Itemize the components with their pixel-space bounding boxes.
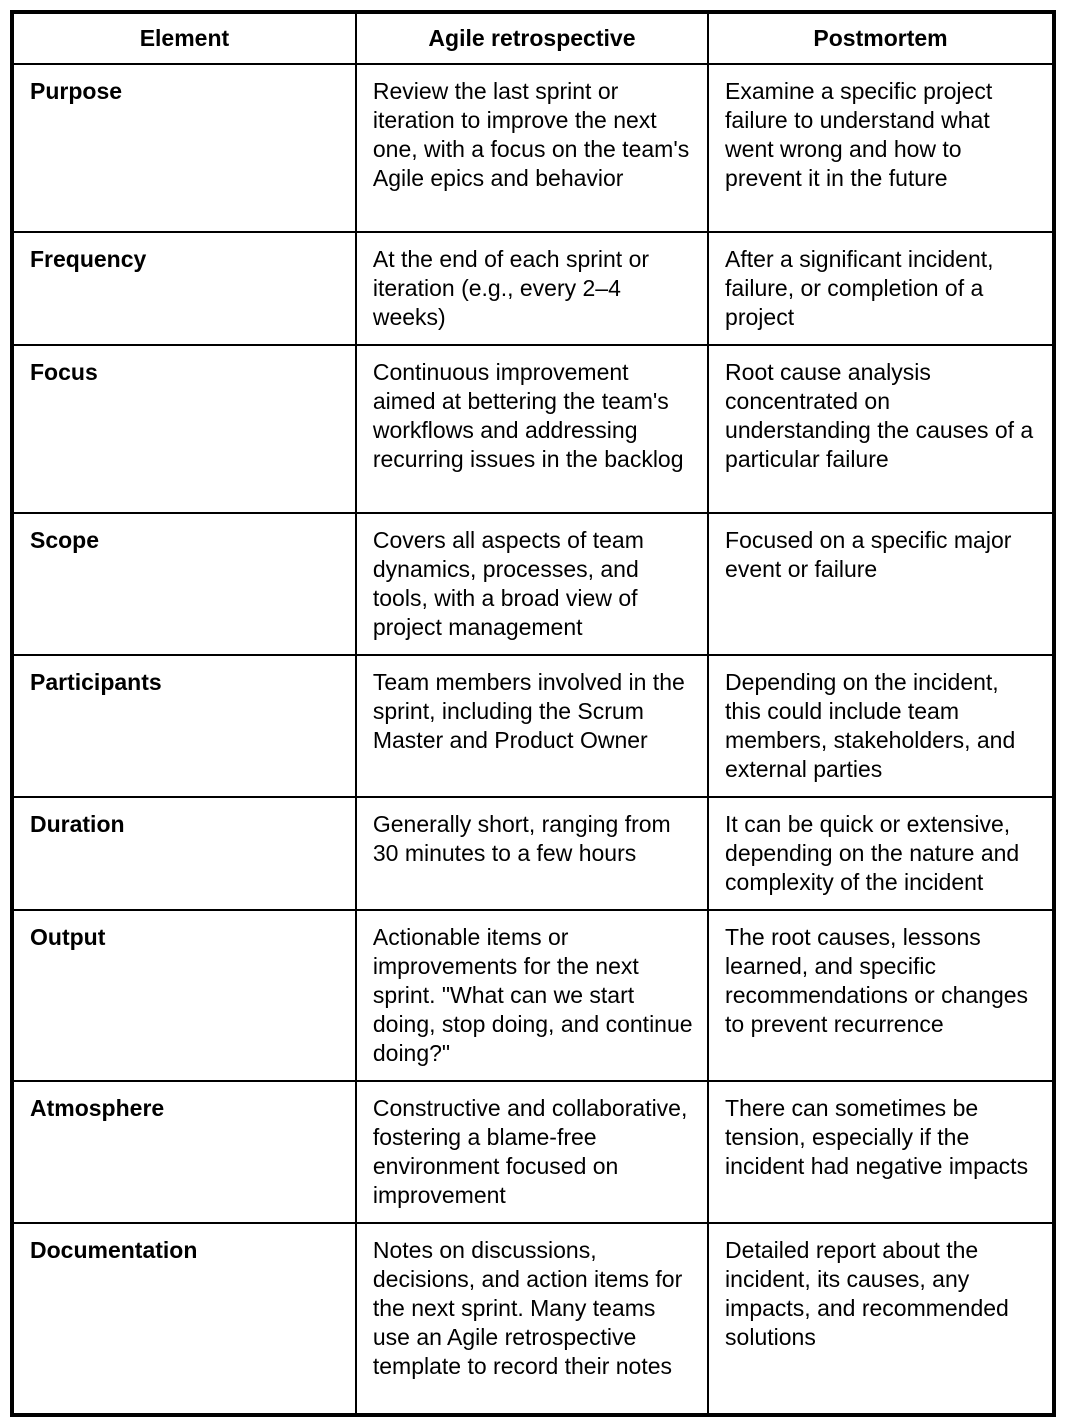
postmortem-cell: Depending on the incident, this could include team members, stakeholders, and external parties bbox=[708, 655, 1054, 797]
table-row bbox=[12, 655, 1054, 797]
element-cell: Scope bbox=[12, 513, 356, 655]
table-row bbox=[12, 1081, 1054, 1223]
postmortem-cell: Examine a specific project failure to understand what went wrong and how to prevent it in the future bbox=[708, 64, 1054, 232]
agile-cell: Notes on discussions, decisions, and action items for the next sprint. Many teams use an Agile retrospective template to record their notes bbox=[356, 1223, 708, 1415]
element-cell: Frequency bbox=[12, 232, 356, 345]
table-row bbox=[12, 1223, 1054, 1415]
postmortem-cell: Root cause analysis concentrated on understanding the causes of a particular failure bbox=[708, 345, 1054, 513]
header-agile-retrospective: Agile retrospective bbox=[356, 12, 708, 64]
element-cell: Atmosphere bbox=[12, 1081, 356, 1223]
element-cell: Documentation bbox=[12, 1223, 356, 1415]
agile-cell: Constructive and collaborative, fostering a blame-free environment focused on improvement bbox=[356, 1081, 708, 1223]
postmortem-cell: After a significant incident, failure, or completion of a project bbox=[708, 232, 1054, 345]
table-header-row bbox=[12, 12, 1054, 64]
table-row bbox=[12, 345, 1054, 513]
agile-cell: Review the last sprint or iteration to improve the next one, with a focus on the team's Agile epics and behavior bbox=[356, 64, 708, 232]
table-row bbox=[12, 910, 1054, 1081]
table-row bbox=[12, 797, 1054, 910]
agile-cell: Team members involved in the sprint, including the Scrum Master and Product Owner bbox=[356, 655, 708, 797]
element-cell: Purpose bbox=[12, 64, 356, 232]
postmortem-cell: Detailed report about the incident, its causes, any impacts, and recommended solutions bbox=[708, 1223, 1054, 1415]
agile-cell: At the end of each sprint or iteration (e.g., every 2–4 weeks) bbox=[356, 232, 708, 345]
table-row bbox=[12, 513, 1054, 655]
agile-retrospective-vs-postmortem-table bbox=[10, 10, 1056, 1417]
agile-cell: Continuous improvement aimed at bettering the team's workflows and addressing recurring issues in the backlog bbox=[356, 345, 708, 513]
element-cell: Duration bbox=[12, 797, 356, 910]
postmortem-cell: Focused on a specific major event or failure bbox=[708, 513, 1054, 655]
table-row bbox=[12, 64, 1054, 232]
header-element: Element bbox=[12, 12, 356, 64]
postmortem-cell: There can sometimes be tension, especially if the incident had negative impacts bbox=[708, 1081, 1054, 1223]
table-row bbox=[12, 232, 1054, 345]
agile-cell: Covers all aspects of team dynamics, processes, and tools, with a broad view of project management bbox=[356, 513, 708, 655]
postmortem-cell: The root causes, lessons learned, and specific recommendations or changes to prevent recurrence bbox=[708, 910, 1054, 1081]
element-cell: Focus bbox=[12, 345, 356, 513]
agile-cell: Actionable items or improvements for the next sprint. "What can we start doing, stop doing, and continue doing?" bbox=[356, 910, 708, 1081]
element-cell: Output bbox=[12, 910, 356, 1081]
agile-cell: Generally short, ranging from 30 minutes to a few hours bbox=[356, 797, 708, 910]
header-postmortem: Postmortem bbox=[708, 12, 1054, 64]
postmortem-cell: It can be quick or extensive, depending on the nature and complexity of the incident bbox=[708, 797, 1054, 910]
element-cell: Participants bbox=[12, 655, 356, 797]
